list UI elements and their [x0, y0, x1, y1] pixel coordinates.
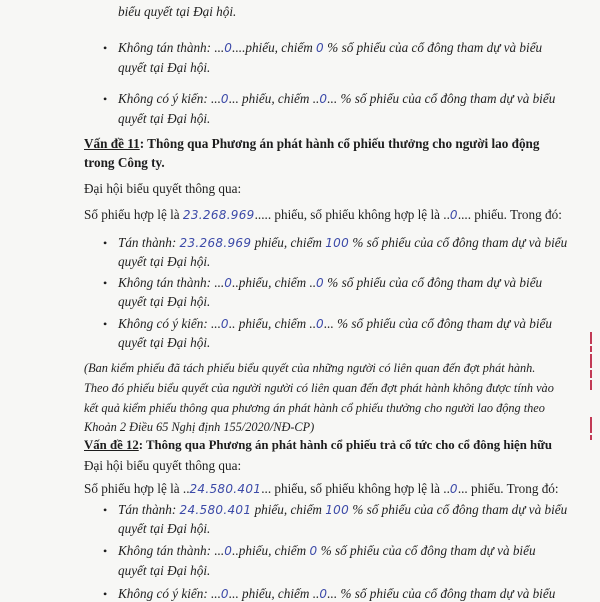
bullet-dot: •	[103, 236, 108, 250]
handwritten-count: 0	[449, 482, 458, 496]
vote-against-line: Không tán thành: ...0....phiếu, chiếm 0 % số phiếu của cổ đông tham dự và biểu	[118, 40, 543, 55]
issue-11-heading: Vấn đề 11: Thông qua Phương án phát hành cổ phiếu thưởng cho người lao động	[84, 136, 540, 151]
handwritten-percent: 0	[316, 276, 324, 290]
bullet-dot: •	[103, 92, 108, 106]
handwritten-count: 24.580.401	[179, 503, 252, 517]
bullet-dot: •	[103, 317, 108, 331]
handwritten-percent: 0	[319, 587, 328, 601]
continuation-line: quyết tại Đại hội.	[118, 254, 211, 269]
vote-against-line: Không tán thành: ...0..phiếu, chiếm 0 % số phiếu của cổ đông tham dự và biểu	[118, 543, 536, 558]
handwritten-count: 23.268.969	[182, 208, 255, 222]
note-line: Khoản 2 Điều 65 Nghị định 155/2020/NĐ-CP)	[84, 420, 315, 434]
handwritten-percent: 0	[316, 41, 324, 55]
bullet-dot: •	[103, 276, 108, 290]
issue-11-heading-cont: trong Công ty.	[84, 155, 165, 170]
handwritten-count: 0	[220, 317, 229, 331]
vote-no-opinion-line: Không có ý kiến: ...0... phiếu, chiếm ..0... % số phiếu của cổ đông tham dự và biểu	[118, 91, 556, 106]
vote-no-opinion-line: Không có ý kiến: ...0... phiếu, chiếm ..0... % số phiếu của cổ đông tham dự và biểu	[118, 586, 556, 601]
continuation-line: quyết tại Đại hội.	[118, 294, 211, 309]
bullet-dot: •	[103, 41, 108, 55]
continuation-line: quyết tại Đại hội.	[118, 335, 211, 350]
handwritten-count: 23.268.969	[179, 236, 252, 250]
intro-text: Đại hội biểu quyết thông qua:	[84, 458, 242, 473]
valid-votes-line: Số phiếu hợp lệ là 23.268.969..... phiếu, số phiếu không hợp lệ là ..0.... phiếu. Trong đó:	[84, 207, 562, 222]
bullet-dot: •	[103, 544, 108, 558]
handwritten-percent: 0	[319, 92, 328, 106]
issue-12-heading: Vấn đề 12: Thông qua Phương án phát hành cổ phiếu trả cổ tức cho cổ đông hiện hữu	[84, 438, 552, 452]
continuation-line: biểu quyết tại Đại hội.	[118, 4, 237, 19]
bullet-dot: •	[103, 587, 108, 601]
issue-label: Vấn đề 12	[84, 438, 139, 452]
handwritten-count: 0	[449, 208, 458, 222]
handwritten-count: 24.580.401	[189, 482, 262, 496]
handwritten-percent: 100	[325, 503, 350, 517]
continuation-line: quyết tại Đại hội.	[118, 60, 211, 75]
issue-label: Vấn đề 11	[84, 136, 140, 151]
note-line: (Ban kiểm phiếu đã tách phiếu biểu quyết của những người có liên quan đến đợt phát hành.	[84, 361, 536, 375]
bullet-dot: •	[103, 503, 108, 517]
note-line: kết quả kiểm phiếu thông qua phương án phát hành cổ phiếu thưởng cho người lao động theo	[84, 401, 545, 415]
vote-no-opinion-line: Không có ý kiến: ...0.. phiếu, chiếm ..0... % số phiếu của cổ đông tham dự và biểu	[118, 316, 552, 331]
margin-ink-mark	[586, 415, 596, 442]
vote-favor-line: Tán thành: 24.580.401 phiếu, chiếm 100 % số phiếu của cổ đông tham dự và biểu	[118, 502, 568, 517]
handwritten-count: 0	[224, 276, 233, 290]
handwritten-percent: 0	[316, 317, 324, 331]
handwritten-count: 0	[224, 41, 233, 55]
margin-ink-mark	[586, 330, 596, 392]
intro-text: Đại hội biểu quyết thông qua:	[84, 181, 242, 196]
handwritten-count: 0	[220, 92, 229, 106]
continuation-line: quyết tại Đại hội.	[118, 563, 211, 578]
handwritten-percent: 0	[309, 544, 318, 558]
handwritten-percent: 100	[325, 236, 350, 250]
continuation-line: quyết tại Đại hội.	[118, 111, 211, 126]
valid-votes-line: Số phiếu hợp lệ là ..24.580.401... phiếu, số phiếu không hợp lệ là ..0... phiếu. Trong đó:	[84, 481, 559, 496]
vote-against-line: Không tán thành: ...0..phiếu, chiếm ..0 % số phiếu của cổ đông tham dự và biểu	[118, 275, 543, 290]
handwritten-count: 0	[220, 587, 229, 601]
vote-favor-line: Tán thành: 23.268.969 phiếu, chiếm 100 % số phiếu của cổ đông tham dự và biểu	[118, 235, 568, 250]
note-line: Theo đó phiếu biểu quyết của người người có liên quan đến đợt phát hành không được tính vào	[84, 381, 554, 395]
continuation-line: quyết tại Đại hội.	[118, 521, 211, 536]
handwritten-count: 0	[224, 544, 233, 558]
